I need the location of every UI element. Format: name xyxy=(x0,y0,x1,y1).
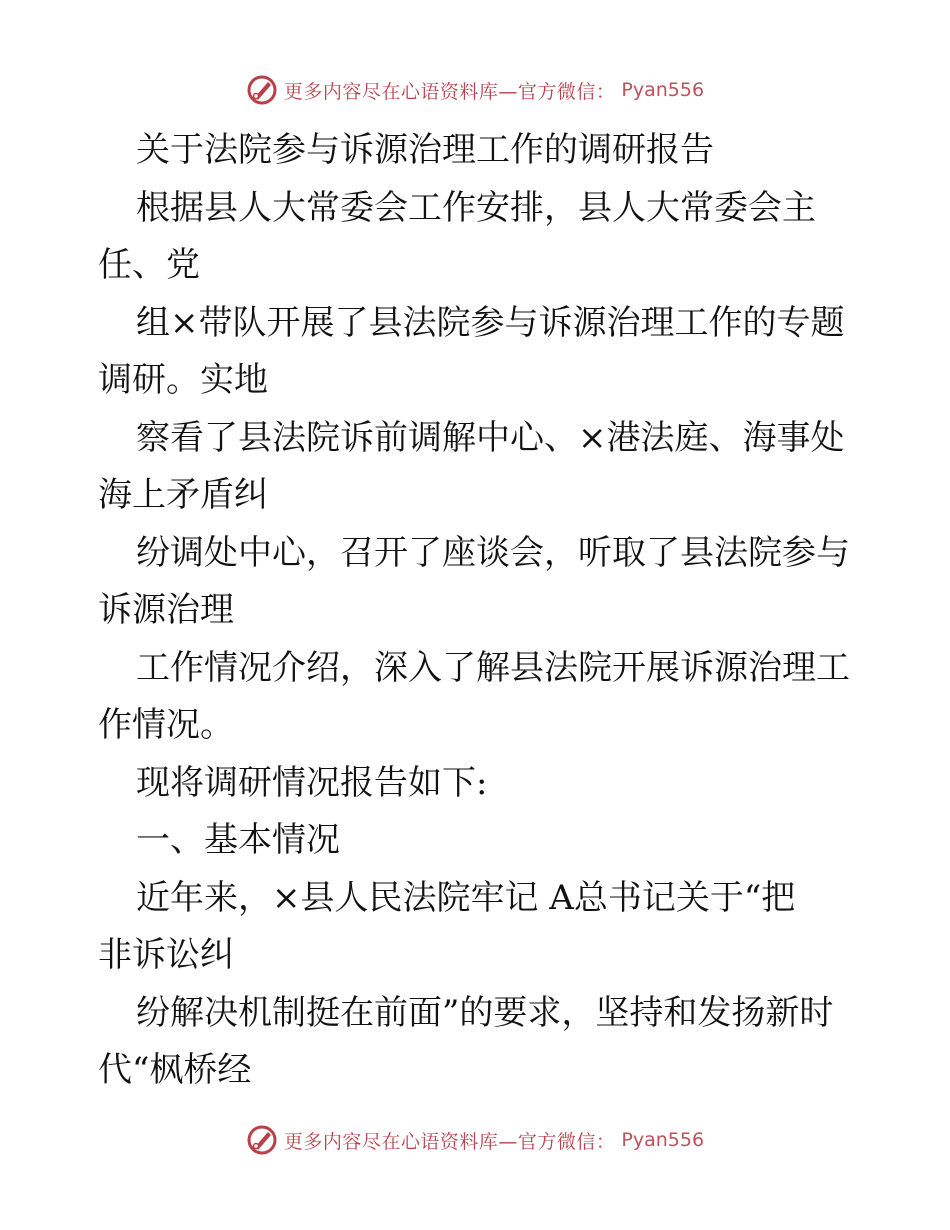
body-line: 诉源治理 xyxy=(98,590,234,630)
body-line: 根据县人大常委会工作安排，县人大常委会主 xyxy=(136,187,816,228)
watermark-wechat-id: Pyan556 xyxy=(621,79,705,101)
body-line: 组×带队开展了县法院参与诉源治理工作的专题 xyxy=(136,302,845,343)
watermark-text: 更多内容尽在心语资料库—官方微信： xyxy=(283,1130,616,1153)
document-title: 关于法院参与诉源治理工作的调研报告 xyxy=(136,130,714,170)
pen-logo-icon xyxy=(246,74,278,106)
header-watermark xyxy=(0,72,950,108)
body-line: 代“枫桥经 xyxy=(98,1050,252,1090)
body-line: 察看了县法院诉前调解中心、×港法庭、海事处 xyxy=(136,417,845,458)
body-line: 非诉讼纠 xyxy=(98,935,234,975)
body-line: 纷解决机制挺在前面”的要求，坚持和发扬新时 xyxy=(136,992,834,1033)
document-body xyxy=(98,122,853,1100)
watermark-wechat-id: Pyan556 xyxy=(621,1129,705,1151)
body-line: 任、党 xyxy=(98,245,200,285)
body-line: 作情况。 xyxy=(98,705,234,745)
footer-watermark xyxy=(0,1122,950,1158)
body-line: 海上矛盾纠 xyxy=(98,475,268,515)
body-line: 调研。实地 xyxy=(98,360,268,400)
body-line: 现将调研情况报告如下: xyxy=(136,762,488,803)
pen-logo-icon xyxy=(246,1124,278,1156)
watermark-text: 更多内容尽在心语资料库—官方微信： xyxy=(283,80,616,103)
section-heading: 一、基本情况 xyxy=(136,820,340,860)
body-line: 工作情况介绍，深入了解县法院开展诉源治理工 xyxy=(136,647,850,688)
body-line: 近年来，×县人民法院牢记 A总书记关于“把 xyxy=(136,877,796,918)
body-line: 纷调处中心，召开了座谈会，听取了县法院参与 xyxy=(136,532,850,573)
